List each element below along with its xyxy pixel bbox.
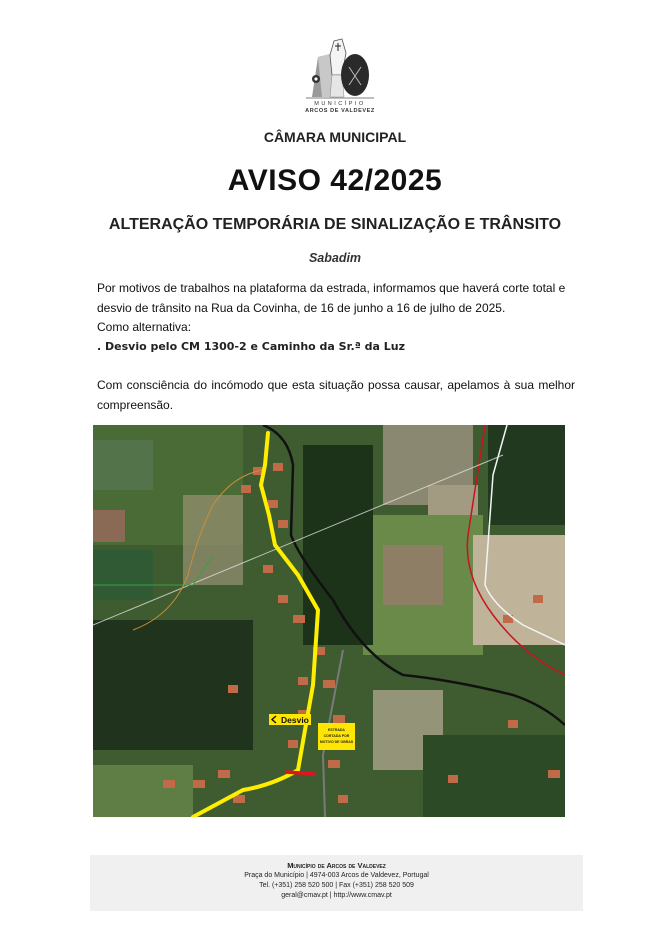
footer-address: Praça do Município | 4974-003 Arcos de Valdevez, Portugal [244,872,429,879]
detour-sign [269,714,311,725]
logo-caption-name: ARCOS DE VALDEVEZ [305,108,375,114]
footer [90,855,583,911]
paragraph-closure: Por motivos de trabalhos na plataforma da estrada, informamos que haverá corte total e desvio de trânsito na Rua da Covinha, de 16 de junho a 16 de julho de 2025. [97,281,566,315]
svg-text:MOTIVO DE OBRAS: MOTIVO DE OBRAS [319,740,354,744]
paragraph-apology: Com consciência do incómodo que esta situação possa causar, apelamos à sua melhor compreensão. [97,378,575,412]
alternative-label: Como alternativa: [97,320,192,334]
detour-sign-label: Desvio [281,715,309,725]
footer-title: Município de Arcos de Valdevez [287,861,386,870]
svg-text:CORTADA POR: CORTADA POR [323,734,350,738]
logo-caption-municipio: MUNICÍPIO [314,101,366,107]
organization-heading: CÂMARA MUNICIPAL [263,129,407,145]
detour-map [93,425,565,817]
notice-location: Sabadim [308,251,362,265]
svg-text:ESTRADA: ESTRADA [328,728,345,732]
notice-subject: ALTERAÇÃO TEMPORÁRIA DE SINALIZAÇÃO E TRÂNSITO [108,216,562,233]
coat-of-arms-icon [298,35,382,101]
notice-title: AVISO 42/2025 [227,164,443,197]
municipality-logo [298,35,382,117]
road-closed-sign [318,723,355,750]
footer-phone: Tel. (+351) 258 520 500 | Fax (+351) 258 520 509 [259,882,414,889]
footer-contact[interactable]: geral@cmav.pt | http://www.cmav.pt [281,892,392,899]
detour-item: . Desvio pelo CM 1300-2 e Caminho da Sr.ª da Luz [97,340,406,353]
